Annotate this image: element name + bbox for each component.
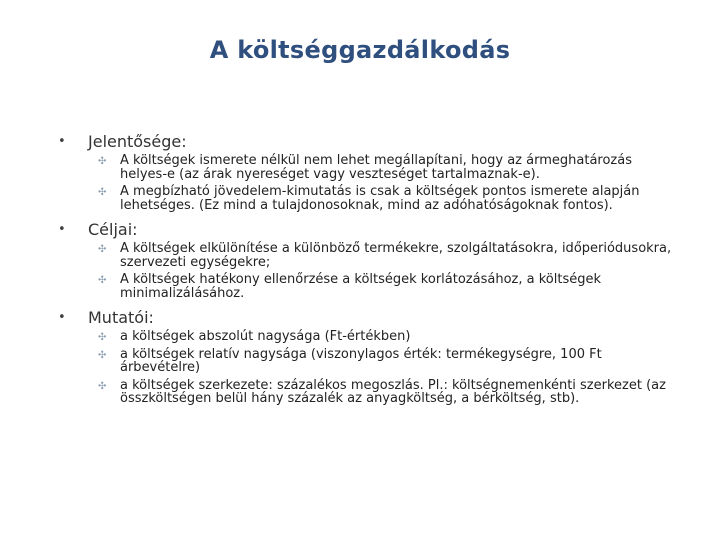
section-jelentosege [58,132,678,212]
list-item [58,154,678,181]
sub-bullet-icon: ✣ [98,156,107,167]
section-celjai [58,220,678,300]
list-item [58,273,678,300]
sub-bullet-icon: ✣ [98,380,107,392]
sub-list [58,154,678,212]
list-item-text: A költségek ismerete nélkül nem lehet megállapítani, hogy az ármeghatározás helyes-e (az árak nyereséget vagy veszteséget tartalmaznak-e). [120,153,632,182]
list-item [58,348,678,375]
list-item [58,330,678,344]
section-heading [58,308,678,328]
section-heading [58,132,678,152]
sub-list [58,330,678,406]
section-heading [58,220,678,240]
sub-list [58,242,678,300]
list-item-text: a költségek szerkezete: százalékos megoszlás. Pl.: költségnemenkénti szerkezet (az összköltségen belül hány százalék az anyagköltség, a bérköltség, stb). [120,377,666,406]
sub-bullet-icon: ✣ [98,349,107,361]
list-item [58,185,678,212]
section-heading-text: Jelentősége: [88,132,187,151]
bullet-icon: • [58,310,66,325]
list-item-text: a költségek relatív nagysága (viszonylagos érték: termékegységre, 100 Ft árbevételre) [120,346,602,375]
list-item [58,379,678,406]
sub-bullet-icon: ✣ [98,275,107,286]
list-item-text: A megbízható jövedelem-kimutatás is csak a költségek pontos ismerete alapján lehetséges. (Ez mind a tulajdonosoknak, mind az adóhatóságoknak fontos). [120,184,640,213]
list-item-text: A költségek elkülönítése a különböző termékekre, szolgáltatásokra, időperiódusokra, szervezeti egységekre; [120,241,672,270]
list-item [58,242,678,269]
section-heading-text: Mutatói: [88,308,154,327]
section-mutatoi [58,308,678,406]
sub-bullet-icon: ✣ [98,244,107,255]
list-item-text: a költségek abszolút nagysága (Ft-értékben) [120,329,411,344]
sub-bullet-icon: ✣ [98,187,107,198]
slide-title: A költséggazdálkodás [209,36,511,64]
section-heading-text: Céljai: [88,220,138,239]
slide-content [58,132,678,414]
bullet-icon: • [58,222,66,237]
list-item-text: A költségek hatékony ellenőrzése a költségek korlátozásához, a költségek minimalizálásához. [120,272,601,301]
sub-bullet-icon: ✣ [98,332,107,343]
bullet-icon: • [58,134,66,149]
